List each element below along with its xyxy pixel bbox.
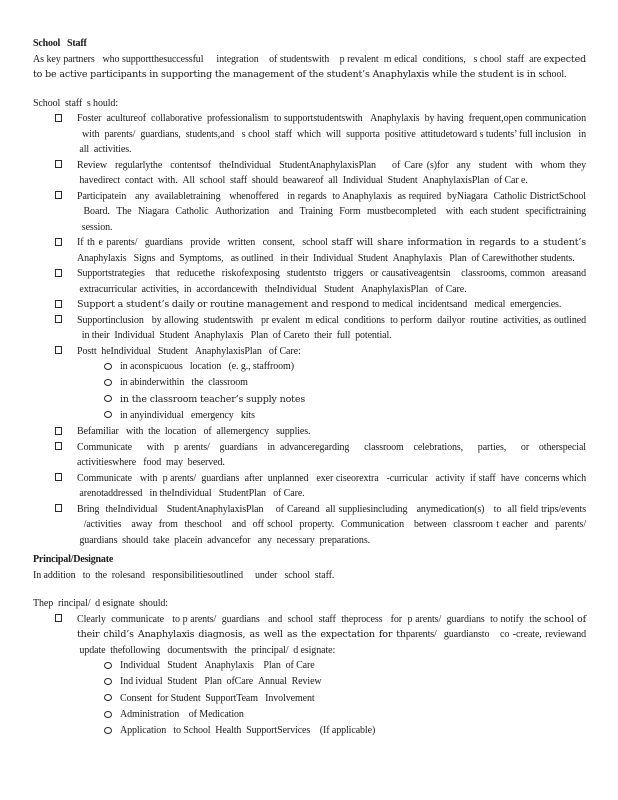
text-segment: in abinderwithin the classroom [120,377,248,389]
bullet-item [33,470,586,501]
paragraph [33,51,586,82]
text-segment: Supportstrategies that reducethe riskofexposing studentsto triggers or causativeagentsin classrooms, common areasand extracurricular activities, in accordancewith theIndividual Student AnaphylaxisPlan of Care. [77,268,586,295]
bullet-square-icon [55,614,62,622]
text-segment: Principal/Designate [33,554,114,566]
bullet-item [33,234,586,265]
text-segment: staff will share information in regards to a student’s [331,237,586,248]
text-segment: Consent for Student SupportTeam Involvement [120,692,315,704]
text-segment: As key partners who supportthesuccessful integration of studentswith p revalent m edical conditions, s chool staff are [33,53,544,65]
bullet-square-icon [55,160,62,168]
text-segment: Anaphylaxis Signs and Symptoms, as outlined in their Individual Student Anaphylaxis Plan of Carewithother students. [77,252,575,264]
text-segment: Foster acultureof collaborative professionalism to supportstudentswith Anaphylaxis by having frequent,open communication with parents/ guardians, students,and s chool staff which will supporta positive attitudetoward s tudents’ full inclusion in all activities. [77,113,586,155]
bullet-circle-icon [104,379,112,386]
bullet-circle-icon [104,711,112,718]
bullet-item [33,439,586,470]
text-segment: Application to School Health SupportServices (If applicable) [120,725,376,737]
bullet-circle-icon [104,363,112,370]
bullet-item [33,611,586,658]
text-segment: Support a student’s daily or routine management and respond [77,299,373,310]
text-segment: parents/ guardiansto co -create, reviewand update thefollowing documentswith the principal/ d esignate: [77,629,586,656]
text-segment: Bring theIndividual StudentAnaphylaxisPlan of Careand all suppliesincluding anymedication(s) to all field trips/events /activities away from theschool and off school property. Communication between classroom t eacher and parents/ guardians should take placein advancefor any necessary preparations. [77,503,586,546]
text-segment: in aconspicuous location (e. g., staffroom) [120,361,294,372]
bullet-square-icon [55,315,62,323]
text-segment: school. [538,69,567,80]
text-segment: In addition to the rolesand responsibilitiesoutlined under school staff. [33,569,335,581]
text-segment: Postt heIndividual Student AnaphylaxisPlan of Care: [77,345,301,357]
text-segment: Clearly communicate to p arents/ guardians and school staff theprocess for p arents/ guardians to notify the [77,613,544,625]
section-heading [33,35,586,51]
sub-bullet-item [33,657,586,673]
bullet-square-icon [55,191,62,199]
bullet-item [33,157,586,188]
sub-bullet-item [33,374,586,390]
bullet-item [33,296,586,312]
sub-bullet-item [33,407,586,423]
text-segment: Participatein any availabletraining whenoffered in regards to Anaphylaxis as required byNiagara Catholic DistrictSchool Board. The Niagara Catholic Authorization and Training Form mustbecompleted with each student specifictraining session. [77,190,586,233]
sub-bullet-item [33,358,586,374]
bullet-item [33,501,586,548]
bullet-circle-icon [104,678,112,685]
text-segment: Ind ividual Student Plan ofCare Annual Review [120,676,322,688]
sub-bullet-item [33,722,586,738]
text-segment: Review regularlythe contentsof theIndividual StudentAnaphylaxisPlan of Care (s)for any student with whom they havedirect contact with. All school staff should beawareof all Individual Student AnaphylaxisPlan of Car e. [77,159,586,186]
text-segment: School Staff [33,38,87,49]
text-segment: in the classroom teacher’s supply notes [120,393,306,405]
sub-bullet-item [33,673,586,689]
bullet-square-icon [55,114,62,122]
bullet-circle-icon [104,395,112,402]
bullet-circle-icon [104,411,112,418]
bullet-circle-icon [104,662,112,669]
sub-bullet-item [33,391,586,407]
text-segment: Administration of Medication [120,709,244,721]
bullet-item [33,343,586,359]
paragraph [33,95,586,111]
bullet-item [33,188,586,235]
bullet-square-icon [55,442,62,450]
bullet-item [33,110,586,157]
spacer [33,582,586,595]
sub-bullet-item [33,706,586,722]
bullet-circle-icon [104,694,112,701]
text-segment: Communicate with p arents/ guardians in advanceregarding classroom celebrations, parties, or otherspecial activitieswhere food may beserved. [77,441,586,469]
bullet-item [33,265,586,296]
bullet-circle-icon [104,727,112,734]
text-segment: school of their child’s Anaphylaxis diagnosis, as well as the expectation for th [77,613,586,641]
text-segment: If th e parents/ guardians provide written consent, school [77,237,332,248]
bullet-square-icon [55,504,62,512]
spacer [33,82,586,95]
bullet-square-icon [55,269,62,277]
text-segment: to medical incidentsand medical emergencies. [372,299,562,310]
section-heading [33,551,586,567]
text-segment: in anyindividual emergency kits [120,409,255,421]
sub-bullet-item [33,690,586,706]
bullet-item [33,312,586,343]
bullet-square-icon [55,300,62,308]
text-segment: Communicate with p arents/ guardians after unplanned exer ciseorextra -curricular activity if staff have concerns which arenotaddressed in theIndividual StudentPlan of Care. [77,472,586,500]
bullet-square-icon [55,473,62,481]
text-segment: expected to be active participants in supporting the management of the student’s Anaphylaxis while the student is in [33,53,586,80]
bullet-square-icon [55,238,62,246]
paragraph [33,595,586,611]
text-segment: Thep rincipal/ d esignate should: [33,598,168,610]
bullet-square-icon [55,346,62,354]
text-segment: Individual Student Anaphylaxis Plan of Care [120,660,315,672]
text-segment: Befamiliar with the location of allemergency supplies. [77,426,311,438]
paragraph [33,567,586,583]
text-segment: School staff s hould: [33,97,119,109]
bullet-item [33,423,586,439]
text-segment: Supportinclusion by allowing studentswith pr evalent m edical conditions to perform dailyor routine activities, as outlined in their Individual Student Anaphylaxis Plan of Careto their full potential. [77,314,586,341]
bullet-square-icon [55,427,62,435]
